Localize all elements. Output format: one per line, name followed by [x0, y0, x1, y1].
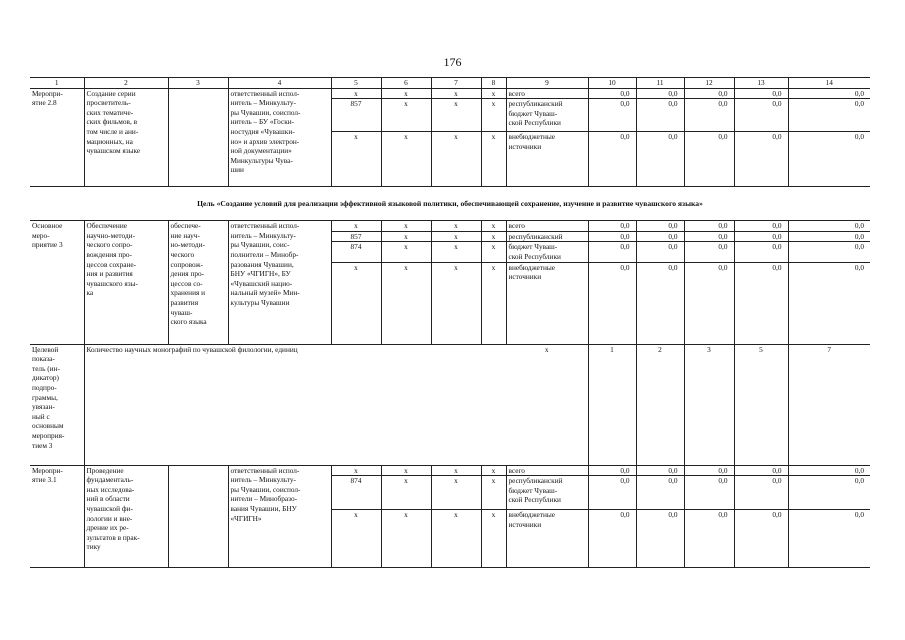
event-3-1-source: республиканский бюджет Чуваш- ской Республики [506, 476, 588, 510]
indicator-value: 5 [734, 344, 788, 465]
main-event-3-csr: x [431, 231, 481, 242]
main-event-3-vr: x [481, 221, 506, 232]
event-2-8-value: 0,0 [788, 132, 870, 187]
event-3-1-csr: x [431, 476, 481, 510]
main-event-3-row [30, 221, 870, 232]
event-2-8-source: всего [506, 88, 588, 99]
event-2-8-value: 0,0 [684, 88, 734, 99]
main-event-3-csr: x [431, 221, 481, 232]
event-2-8-grbs: x [331, 88, 381, 99]
event-3-1-value: 0,0 [684, 510, 734, 568]
event-3-1-row [30, 465, 870, 476]
main-event-3-grbs: 874 [331, 242, 381, 262]
event-3-1-value: 0,0 [788, 476, 870, 510]
event-3-1-value: 0,0 [734, 510, 788, 568]
event-2-8-value: 0,0 [734, 88, 788, 99]
event-3-1-value: 0,0 [588, 465, 636, 476]
main-event-3-value: 0,0 [588, 262, 636, 344]
header-cell-3: 3 [168, 78, 228, 89]
main-event-3-csr: x [431, 262, 481, 344]
main-event-3-rzpr: x [381, 221, 431, 232]
event-3-1-source: всего [506, 465, 588, 476]
event-2-8-vr: x [481, 99, 506, 132]
event-2-8-executor: ответственный испол- нитель – Минкульту- ры Чувашии, соиспол- нитель – БУ «Госки- ностудия «Чувашки- но» и архив электрон- ной документации» Минкультуры Чува- шии [228, 88, 331, 187]
header-cell-8: 8 [481, 78, 506, 89]
header-cell-11: 11 [636, 78, 684, 89]
indicator-value: 3 [684, 344, 734, 465]
header-cell-2: 2 [84, 78, 168, 89]
main-event-3-rzpr: x [381, 242, 431, 262]
event-3-1-task [168, 465, 228, 568]
event-3-1-value: 0,0 [788, 510, 870, 568]
main-event-3-value: 0,0 [636, 221, 684, 232]
main-event-3-value: 0,0 [788, 242, 870, 262]
main-event-3-value: 0,0 [684, 231, 734, 242]
main-event-3-value: 0,0 [588, 242, 636, 262]
indicator-unit: x [506, 344, 588, 465]
main-event-3-value: 0,0 [734, 231, 788, 242]
event-2-8-value: 0,0 [684, 99, 734, 132]
event-2-8-code: Меропри- ятие 2.8 [30, 88, 84, 187]
header-cell-14: 14 [788, 78, 870, 89]
budget-table-container [30, 77, 870, 568]
indicator-label: Целевой показа- тель (ин- дикатор) подпро- граммы, увязан- ный с основным мероприя- тием 3 [30, 344, 84, 465]
main-event-3-value: 0,0 [788, 262, 870, 344]
budget-table [30, 77, 870, 568]
event-3-1-rzpr: x [381, 465, 431, 476]
event-2-8-value: 0,0 [588, 132, 636, 187]
main-event-3-executor: ответственный испол- нитель – Минкульту- ры Чувашии, соис- полнители – Минобр- разования Чувашии, БНУ «ЧГИГН», БУ «Чувашский нацио- нальный музей» Мин- культуры Чувашии [228, 221, 331, 344]
main-event-3-code: Основное меро- приятие 3 [30, 221, 84, 344]
header-cell-9: 9 [506, 78, 588, 89]
main-event-3-rzpr: x [381, 231, 431, 242]
event-2-8-csr: x [431, 99, 481, 132]
event-2-8-rzpr: x [381, 88, 431, 99]
event-3-1-source: внебюджетные источники [506, 510, 588, 568]
header-cell-4: 4 [228, 78, 331, 89]
main-event-3-value: 0,0 [734, 242, 788, 262]
main-event-3-value: 0,0 [734, 221, 788, 232]
event-3-1-vr: x [481, 465, 506, 476]
event-3-1-value: 0,0 [684, 465, 734, 476]
header-cell-1: 1 [30, 78, 84, 89]
event-2-8-csr: x [431, 88, 481, 99]
main-event-3-value: 0,0 [684, 242, 734, 262]
event-2-8-rzpr: x [381, 99, 431, 132]
event-3-1-rzpr: x [381, 510, 431, 568]
event-3-1-value: 0,0 [636, 476, 684, 510]
event-3-1-value: 0,0 [734, 465, 788, 476]
main-event-3-value: 0,0 [788, 221, 870, 232]
event-3-1-value: 0,0 [636, 465, 684, 476]
main-event-3-value: 0,0 [684, 221, 734, 232]
event-2-8-grbs: 857 [331, 99, 381, 132]
main-event-3-value: 0,0 [636, 262, 684, 344]
indicator-value: 2 [636, 344, 684, 465]
event-2-8-source: республиканский бюджет Чуваш- ской Республики [506, 99, 588, 132]
event-3-1-executor: ответственный испол- нитель – Минкульту- ры Чувашии, соиспол- нители – Минобразо- вания Чувашии, БНУ «ЧГИГН» [228, 465, 331, 568]
event-2-8-value: 0,0 [734, 132, 788, 187]
event-2-8-csr: x [431, 132, 481, 187]
main-event-3-title: Обеспечение научно-методи- ческого сопро- вождения про- цессов сохране- ния и развития чувашского язы- ка [84, 221, 168, 344]
header-row [30, 78, 870, 89]
main-event-3-value: 0,0 [684, 262, 734, 344]
main-event-3-csr: x [431, 242, 481, 262]
event-3-1-value: 0,0 [788, 465, 870, 476]
event-3-1-grbs: x [331, 465, 381, 476]
event-3-1-grbs: 874 [331, 476, 381, 510]
event-3-1-grbs: x [331, 510, 381, 568]
page-number: 176 [443, 55, 462, 69]
event-3-1-value: 0,0 [588, 476, 636, 510]
event-3-1-csr: x [431, 465, 481, 476]
main-event-3-value: 0,0 [636, 231, 684, 242]
event-2-8-value: 0,0 [636, 132, 684, 187]
header-cell-5: 5 [331, 78, 381, 89]
main-event-3-vr: x [481, 242, 506, 262]
event-3-1-title: Проведение фундаменталь- ных исследова- ний в области чувашской фи- лологии и вне- дрение их ре- зультатов в прак- тику [84, 465, 168, 568]
header-cell-12: 12 [684, 78, 734, 89]
event-2-8-value: 0,0 [588, 99, 636, 132]
event-3-1-rzpr: x [381, 476, 431, 510]
event-2-8-vr: x [481, 132, 506, 187]
event-3-1-value: 0,0 [636, 510, 684, 568]
header-cell-6: 6 [381, 78, 431, 89]
main-event-3-source: внебюджетные источники [506, 262, 588, 344]
main-event-3-grbs: x [331, 262, 381, 344]
event-2-8-rzpr: x [381, 132, 431, 187]
main-event-3-value: 0,0 [734, 262, 788, 344]
event-2-8-task [168, 88, 228, 187]
event-2-8-value: 0,0 [636, 99, 684, 132]
event-2-8-value: 0,0 [636, 88, 684, 99]
main-event-3-vr: x [481, 262, 506, 344]
header-cell-10: 10 [588, 78, 636, 89]
event-3-1-code: Меропри- ятие 3.1 [30, 465, 84, 568]
event-2-8-vr: x [481, 88, 506, 99]
main-event-3-source: бюджет Чуваш- ской Республики [506, 242, 588, 262]
goal-row [30, 187, 870, 221]
main-event-3-value: 0,0 [636, 242, 684, 262]
header-cell-13: 13 [734, 78, 788, 89]
event-2-8-value: 0,0 [788, 88, 870, 99]
main-event-3-rzpr: x [381, 262, 431, 344]
event-2-8-source: внебюджетные источники [506, 132, 588, 187]
main-event-3-task: обеспече- ние науч- но-методи- ческого сопровож- дения про- цессов со- хранения и развития чуваш- ского языка [168, 221, 228, 344]
event-3-1-value: 0,0 [734, 476, 788, 510]
main-event-3-source: республиканский [506, 231, 588, 242]
event-3-1-csr: x [431, 510, 481, 568]
event-3-1-value: 0,0 [684, 476, 734, 510]
goal-text: Цель «Создание условий для реализации эффективной языковой политики, обеспечивающей сохранение, изучение и развитие чувашского языка» [30, 187, 870, 221]
event-3-1-value: 0,0 [588, 510, 636, 568]
event-2-8-value: 0,0 [684, 132, 734, 187]
indicator-text: Количество научных монографий по чувашской филологии, единиц [84, 344, 506, 465]
event-3-1-vr: x [481, 476, 506, 510]
main-event-3-grbs: 857 [331, 231, 381, 242]
main-event-3-grbs: x [331, 221, 381, 232]
main-event-3-value: 0,0 [788, 231, 870, 242]
event-2-8-value: 0,0 [734, 99, 788, 132]
main-event-3-value: 0,0 [588, 221, 636, 232]
event-2-8-title: Создание серии просветитель- ских тематиче- ских фильмов, в том числе и ани- мационных, на чувашском языке [84, 88, 168, 187]
event-2-8-row [30, 88, 870, 99]
indicator-row [30, 344, 870, 465]
indicator-value: 1 [588, 344, 636, 465]
event-2-8-grbs: x [331, 132, 381, 187]
event-2-8-value: 0,0 [588, 88, 636, 99]
event-2-8-value: 0,0 [788, 99, 870, 132]
main-event-3-vr: x [481, 231, 506, 242]
main-event-3-source: всего [506, 221, 588, 232]
indicator-value: 7 [788, 344, 870, 465]
event-3-1-vr: x [481, 510, 506, 568]
main-event-3-value: 0,0 [588, 231, 636, 242]
header-cell-7: 7 [431, 78, 481, 89]
